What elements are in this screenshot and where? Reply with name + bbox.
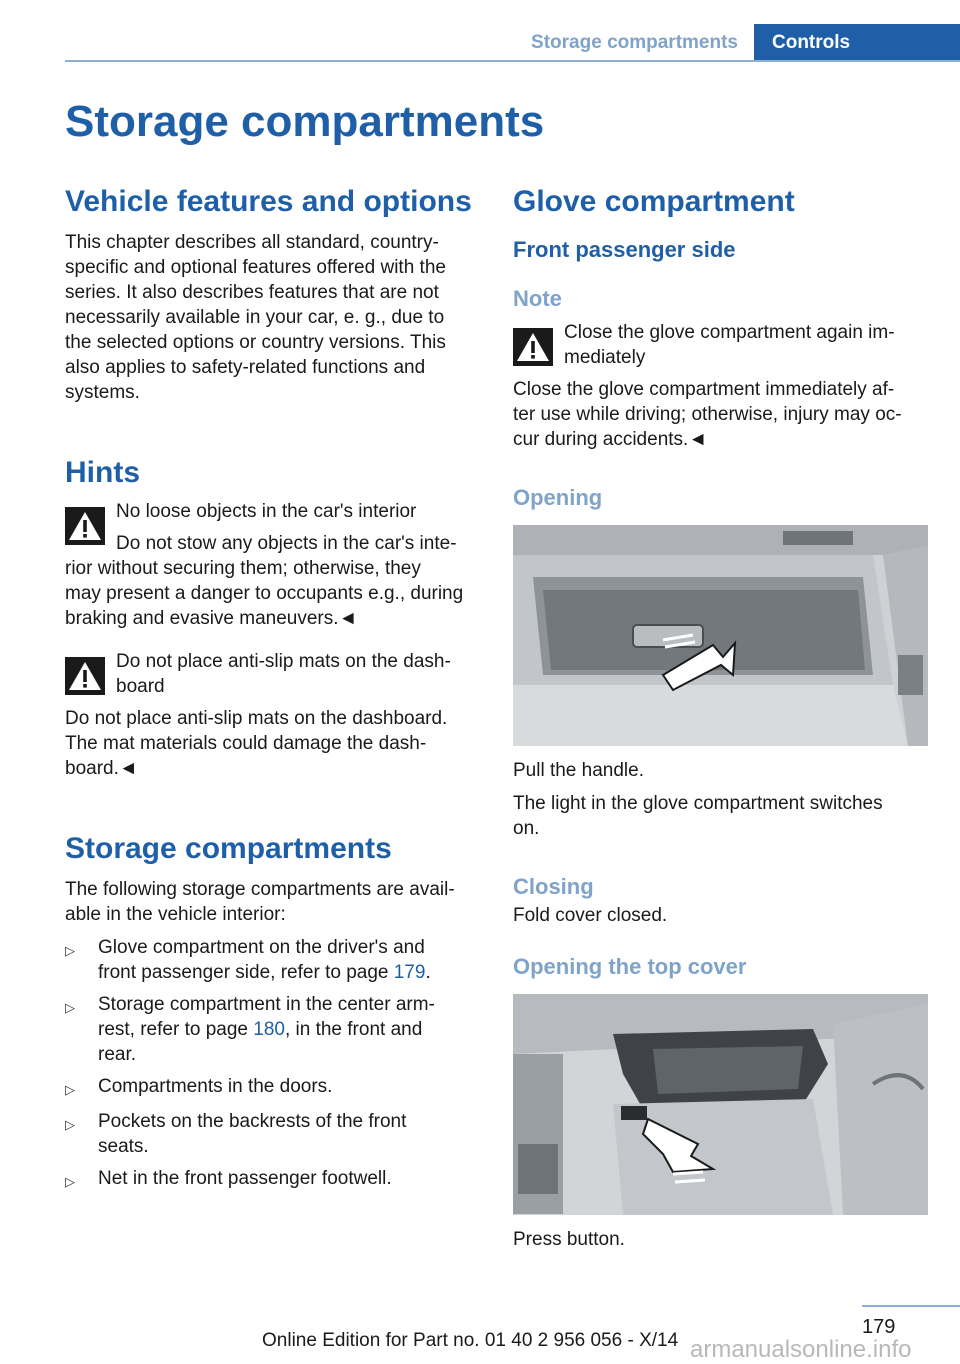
top-cover-heading: Opening the top cover	[513, 954, 747, 979]
list-item-text: Net in the front passenger footwell.	[98, 1168, 392, 1189]
warning-body-line: braking and evasive maneuvers.◄	[65, 608, 358, 629]
hints-heading: Hints	[65, 456, 140, 489]
watermark: armanualsonline.info	[690, 1336, 912, 1363]
bullet-triangle-icon: ▷	[65, 1117, 75, 1132]
vehicle-features-text	[65, 230, 483, 405]
text-line: necessarily available in your car, e. g., due to	[65, 307, 445, 328]
page-link-180[interactable]: 180	[253, 1019, 285, 1040]
bullet-triangle-icon: ▷	[65, 1174, 75, 1189]
page-title: Storage compartments	[65, 97, 545, 146]
warning-body-line: board.◄	[65, 758, 138, 779]
warning-anti-slip-mats	[65, 649, 483, 699]
warning-title: mediately	[564, 347, 646, 368]
closing-text: Fold cover closed.	[513, 905, 668, 926]
closing-heading: Closing	[513, 874, 594, 899]
list-item-text: .	[425, 962, 431, 983]
list-item-text: , in the front and	[284, 1019, 423, 1040]
glove-compartment-opening-image	[513, 525, 928, 746]
list-item	[65, 1166, 483, 1194]
text-line: able in the vehicle interior:	[65, 904, 286, 925]
front-passenger-side-heading: Front passenger side	[513, 237, 736, 262]
storage-compartments-heading: Storage compartments	[65, 832, 392, 865]
text-line: also applies to safety-related functions and	[65, 357, 426, 378]
list-item	[65, 1074, 483, 1102]
note-heading: Note	[513, 286, 562, 311]
list-item-text: Compartments in the doors.	[98, 1076, 333, 1097]
list-item-text: rest, refer to page	[98, 1019, 254, 1040]
list-item-text: Storage compartment in the center arm-	[98, 994, 435, 1015]
list-item-text: rear.	[98, 1044, 137, 1065]
opening-heading: Opening	[513, 485, 603, 510]
list-item-text	[98, 1017, 435, 1042]
warning-title: Close the glove compartment again im-	[564, 322, 895, 343]
header-tabs	[515, 24, 960, 61]
list-item	[65, 992, 483, 1067]
top-cover-caption: Press button.	[513, 1229, 625, 1250]
text-line: series. It also describes features that are not	[65, 282, 439, 303]
warning-title: Do not place anti-slip mats on the dash-	[116, 651, 451, 672]
text-line: systems.	[65, 382, 140, 403]
warning-body	[513, 377, 931, 452]
warning-body-line: rior without securing them; otherwise, they	[65, 558, 421, 579]
glove-compartment-heading: Glove compartment	[513, 185, 795, 218]
list-item-text: Pockets on the backrests of the front	[98, 1111, 407, 1132]
right-column	[513, 182, 931, 1252]
list-item-text	[98, 960, 431, 985]
warning-body-line: cur during accidents.◄	[513, 429, 708, 450]
storage-intro	[65, 877, 483, 927]
warning-close-glove	[513, 320, 931, 370]
warning-body-line: Do not place anti-slip mats on the dashboard.	[65, 708, 448, 729]
text-line: The following storage compartments are avail-	[65, 879, 455, 900]
section-tab: Storage compartments	[515, 24, 754, 61]
warning-body	[65, 706, 483, 781]
bullet-triangle-icon: ▷	[65, 1082, 75, 1097]
list-item	[65, 1109, 483, 1159]
warning-icon	[65, 657, 105, 695]
top-cover-opening-image	[513, 994, 928, 1215]
text-line: on.	[513, 818, 540, 839]
list-item-text: seats.	[98, 1136, 149, 1157]
text-line: specific and optional features offered with the	[65, 257, 446, 278]
warning-icon	[513, 328, 553, 366]
warning-icon	[65, 507, 105, 545]
vehicle-features-heading: Vehicle features and options	[65, 185, 472, 218]
list-item	[65, 935, 483, 985]
storage-list	[65, 935, 483, 1194]
warning-body-line: The mat materials could damage the dash-	[65, 733, 427, 754]
list-item-text: front passenger side, refer to page	[98, 962, 394, 983]
left-column	[65, 182, 483, 1201]
opening-caption: Pull the handle.	[513, 760, 644, 781]
opening-caption-2	[513, 791, 931, 841]
text-line: the selected options or country versions. This	[65, 332, 446, 353]
list-item-text: Glove compartment on the driver's and	[98, 937, 425, 958]
footer-rule	[862, 1305, 960, 1307]
text-line: This chapter describes all standard, country-	[65, 232, 439, 253]
warning-body-line: ter use while driving; otherwise, injury may oc-	[513, 404, 902, 425]
bullet-triangle-icon: ▷	[65, 943, 75, 958]
page-number: 179	[862, 1316, 896, 1338]
header-rule	[65, 60, 960, 62]
warning-title: No loose objects in the car's interior	[116, 501, 417, 522]
warning-title: board	[116, 676, 165, 697]
warning-body-line: Do not stow any objects in the car's inte-	[116, 533, 457, 554]
bullet-triangle-icon: ▷	[65, 1000, 75, 1015]
warning-body-line: Close the glove compartment immediately af-	[513, 379, 895, 400]
warning-loose-objects	[65, 499, 483, 556]
warning-body-line: may present a danger to occupants e.g., during	[65, 583, 464, 604]
text-line: The light in the glove compartment switches	[513, 793, 883, 814]
page-link-179[interactable]: 179	[393, 962, 426, 983]
chapter-tab: Controls	[754, 24, 960, 61]
edition-note: Online Edition for Part no. 01 40 2 956 056 - X/14	[262, 1330, 679, 1351]
